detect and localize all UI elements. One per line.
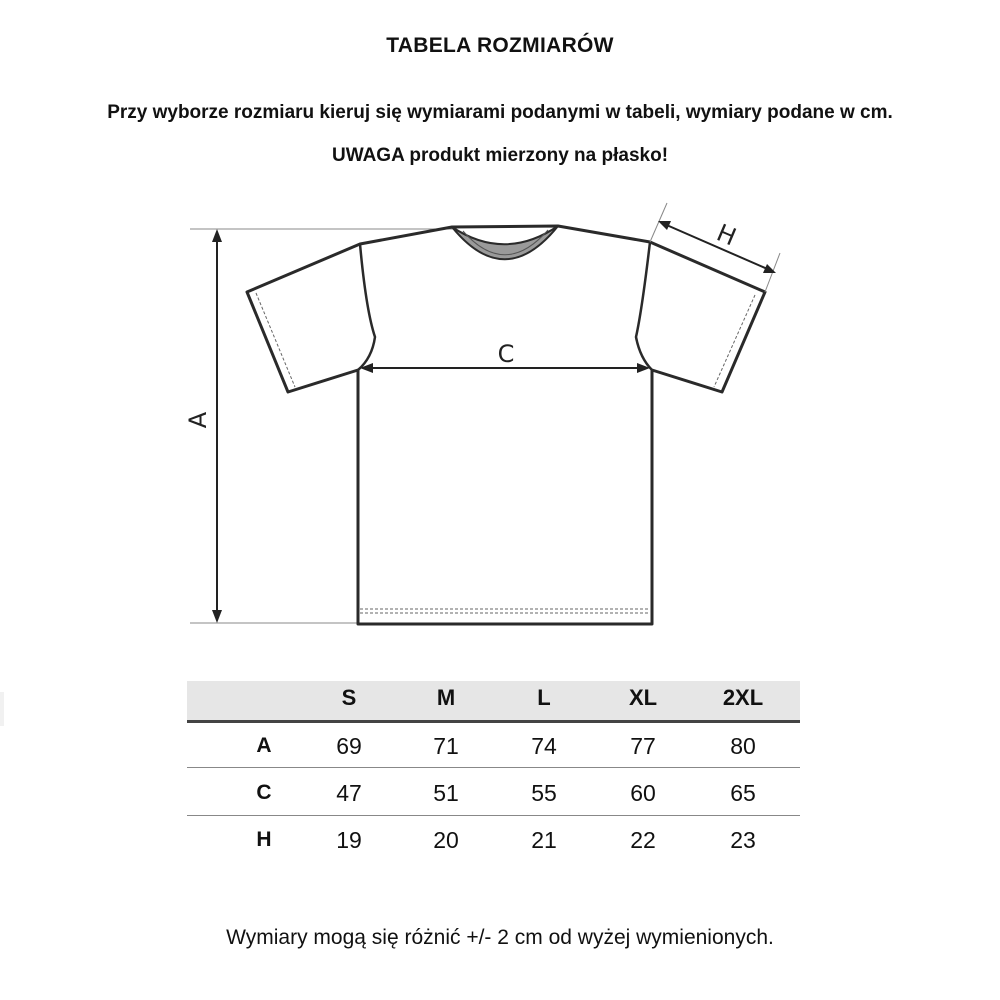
a-label: A <box>184 411 212 429</box>
tshirt-outline <box>247 226 765 624</box>
table-cell: 55 <box>531 780 557 806</box>
table-cell: 80 <box>730 733 756 759</box>
row-label: A <box>256 734 272 757</box>
a-arrow-bottom <box>212 610 222 623</box>
footer-note: Wymiary mogą się różnić +/- 2 cm od wyżej wymienionych. <box>226 926 774 949</box>
table-cell: 22 <box>630 827 656 853</box>
size-header: XL <box>628 685 658 710</box>
table-cell: 23 <box>730 827 756 853</box>
row-label: H <box>256 828 272 851</box>
c-label: C <box>497 340 515 368</box>
table-cell: 65 <box>730 780 756 806</box>
table-cell: 71 <box>433 733 459 759</box>
table-cell: 20 <box>433 827 459 853</box>
row-label: C <box>256 781 272 804</box>
row-divider <box>187 815 800 816</box>
left-sleeve-seam <box>358 244 375 370</box>
h-label: H <box>712 218 741 252</box>
table-cell: 19 <box>336 827 362 853</box>
size-header: L <box>537 685 551 710</box>
size-header: M <box>436 685 456 710</box>
table-cell: 21 <box>531 827 557 853</box>
table-cell: 51 <box>433 780 459 806</box>
h-dimension-line <box>662 223 772 271</box>
table-cell: 77 <box>630 733 656 759</box>
table-cell: 60 <box>630 780 656 806</box>
right-sleeve-stitch <box>714 295 755 387</box>
a-arrow-top <box>212 229 222 242</box>
table-header-divider <box>187 720 800 723</box>
size-header: 2XL <box>722 685 764 710</box>
table-cell: 74 <box>531 733 557 759</box>
row-divider <box>187 767 800 768</box>
warning-text: UWAGA produkt mierzony na płasko! <box>331 145 669 166</box>
left-sleeve-stitch <box>256 293 295 387</box>
table-cell: 47 <box>336 780 362 806</box>
table-cell: 69 <box>336 733 362 759</box>
instruction-text: Przy wyborze rozmiaru kieruj się wymiarami podanymi w tabeli, wymiary podane w cm. <box>107 102 893 123</box>
right-sleeve-seam <box>636 242 652 370</box>
size-header: S <box>341 685 357 710</box>
page-title: TABELA ROZMIARÓW <box>386 34 614 57</box>
edge-mark <box>0 692 4 726</box>
